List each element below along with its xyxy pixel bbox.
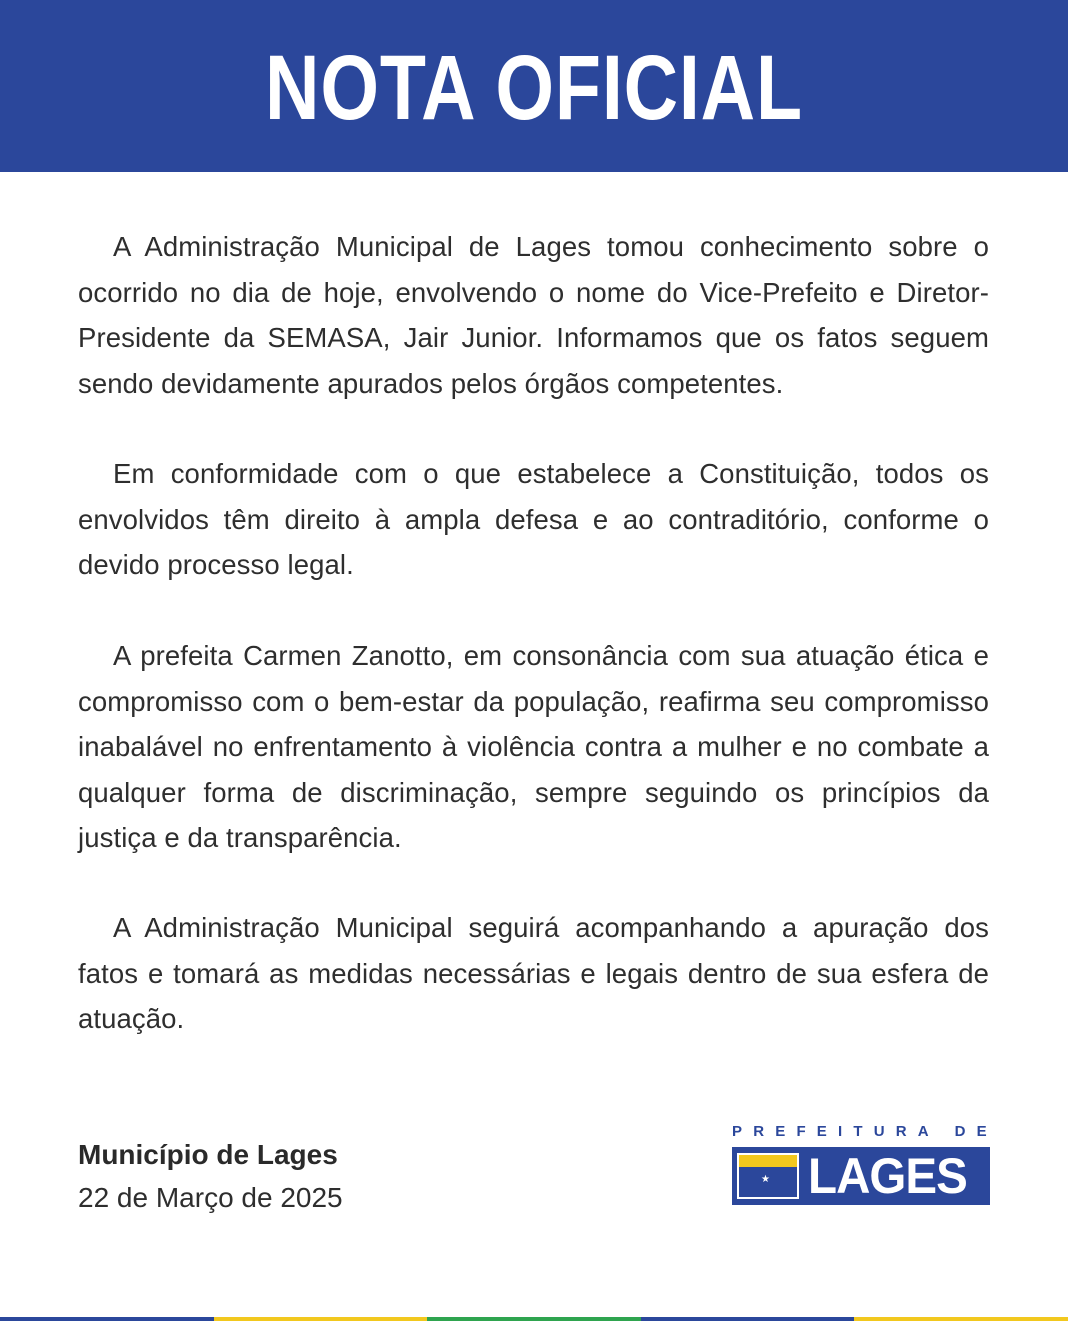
bottom-color-bar (0, 1317, 1068, 1321)
logo-word: LAGES (808, 1148, 967, 1204)
paragraph-3: A prefeita Carmen Zanotto, em consonância com sua atuação ética e compromisso com o bem-estar da população, reafirma seu compromisso inabalável no enfrentamento à violência contra a mulher e no combate a qualquer forma de discriminação, sempre seguindo os princípios da justiça e da transparência. (78, 640, 989, 853)
logo-top-text: PREFEITURA DE (732, 1123, 998, 1140)
logo-box (732, 1147, 990, 1205)
flag-icon: ★ (737, 1153, 799, 1199)
paragraph-4: A Administração Municipal seguirá acompanhando a apuração dos fatos e tomará as medidas necessárias e legais dentro de sua esfera de atuação. (78, 912, 989, 1034)
header-banner (0, 0, 1068, 172)
signature-name: Município de Lages (78, 1139, 338, 1170)
page-title: NOTA OFICIAL (265, 37, 803, 139)
signature-block (78, 1135, 343, 1221)
paragraph-2: Em conformidade com o que estabelece a Constituição, todos os envolvidos têm direito à ampla defesa e ao contraditório, conforme o devido processo legal. (78, 458, 989, 580)
signature-date: 22 de Março de 2025 (78, 1182, 343, 1213)
paragraph-1: A Administração Municipal de Lages tomou conhecimento sobre o ocorrido no dia de hoje, envolvendo o nome do Vice-Prefeito e Diretor-Presidente da SEMASA, Jair Junior. Informamos que os fatos seguem sendo devidamente apurados pelos órgãos competentes. (78, 231, 989, 399)
prefeitura-logo (732, 1122, 998, 1206)
